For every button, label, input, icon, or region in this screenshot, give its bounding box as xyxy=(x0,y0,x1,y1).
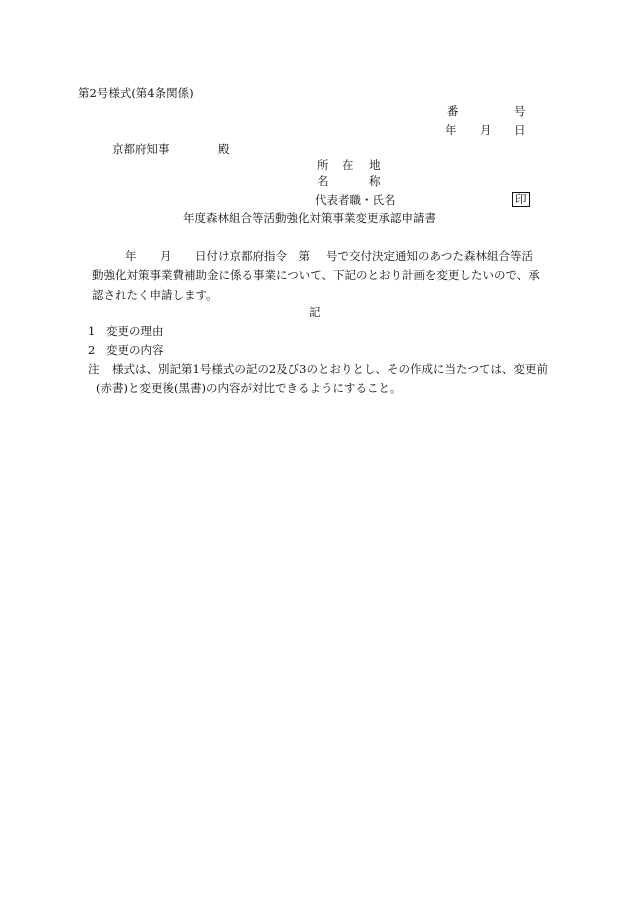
document-title: 年度森林組合等活動強化対策事業変更承認申請書 xyxy=(183,211,436,225)
addressee-name: 京都府知事 xyxy=(112,142,170,156)
date-year-label: 年 xyxy=(445,123,457,137)
item-1-text: 変更の理由 xyxy=(106,324,164,338)
address-label-1: 所 xyxy=(317,158,329,172)
number-label: 番 xyxy=(447,104,459,118)
number-suffix: 号 xyxy=(514,104,526,118)
note-line-1: 様式は、別記第1号様式の記の2及び3のとおりとし、その作成に当たつては、変更前 xyxy=(112,362,548,376)
address-label-2: 在 xyxy=(342,158,354,172)
org-name-label-2: 称 xyxy=(369,174,381,188)
item-2-text: 変更の内容 xyxy=(106,343,164,357)
date-month-label: 月 xyxy=(480,123,492,137)
body-month: 月 xyxy=(160,249,172,263)
body-line-2: 動強化対策事業費補助金に係る事業について、下記のとおり計画を変更したいので、承 xyxy=(92,268,540,282)
representative-label: 代表者職・氏名 xyxy=(315,193,396,207)
form-number-header: 第2号様式(第4条関係) xyxy=(78,86,194,100)
body-directive-text: 日付け京都府指令 第 xyxy=(195,249,310,263)
item-2-number: 2 xyxy=(88,343,96,357)
note-label: 注 xyxy=(88,362,100,376)
body-line-3: 認されたく申請します。 xyxy=(92,288,218,302)
body-line-1-end: 号で交付決定通知のあつた森林組合等活 xyxy=(326,249,533,263)
date-day-label: 日 xyxy=(514,123,526,137)
address-label-3: 地 xyxy=(369,158,381,172)
seal-mark: 印 xyxy=(512,192,530,207)
org-name-label-1: 名 xyxy=(317,174,329,188)
ki-heading: 記 xyxy=(309,305,321,319)
item-1-number: 1 xyxy=(88,324,96,338)
addressee-honorific: 殿 xyxy=(218,142,230,156)
body-year: 年 xyxy=(125,249,137,263)
note-line-2: (赤書)と変更後(黒書)の内容が対比できるようにすること。 xyxy=(96,381,402,395)
